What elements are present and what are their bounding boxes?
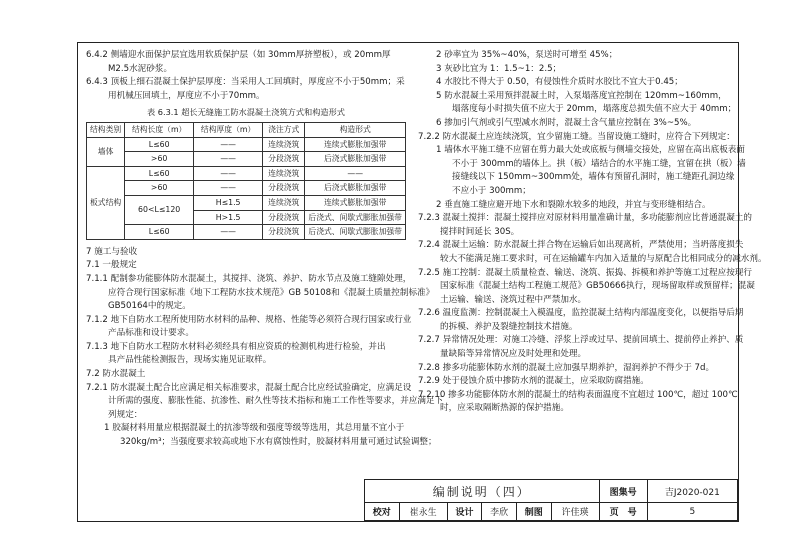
table-cell: 连续式膨胀加强带: [305, 195, 406, 210]
section-heading: 7 施工与验收: [86, 246, 138, 257]
text-line: 7.2.5 施工控制：混凝土质量检查、输送、浇筑、振捣、拆模和养护等施工过程应按现行: [418, 267, 752, 278]
table-cell: 连续浇筑: [263, 195, 305, 210]
list-item: 3 灰砂比宜为 1：1.5~1：2.5；: [436, 63, 562, 74]
section-heading: 7.2 防水混凝土: [86, 369, 146, 380]
text-line: 用机械压回填土，厚度应不小于70mm。: [108, 90, 265, 101]
table-header: 构造形式: [305, 122, 406, 137]
text-line: 具产品性能检测报告，现场实施见证取样。: [108, 355, 272, 366]
text-line: 7.1.1 配制参功能膨体防水混凝土，其搅拌、浇筑、养护、防水节点及施工缝隙处理，: [86, 273, 412, 284]
table-cell: 60<L≤120: [125, 195, 194, 224]
text-line: 320kg/m³；当强度要求较高或地下水有腐蚀性时，胶凝材料用量可通过试验调整；: [120, 437, 437, 448]
list-item: 1 胶凝材料用量应根据混凝土的抗渗等级和强度等级等选用，其总用量不宜小于: [104, 423, 405, 434]
text-line: 7.2.7 异常情况处理：对施工冷缝、浮浆上浮或过早、提前回填土、提前停止养护、质: [418, 335, 744, 346]
table-row: [87, 166, 406, 181]
text-line: 接缝线以下 150mm~300mm处，墙体有预留孔洞时，施工缝距孔洞边缘: [452, 172, 735, 183]
table-header: 结构长度（m）: [125, 122, 194, 137]
text-line: 7.2.10 掺多功能膨体防水剂的混凝土的结构表面温度不宜超过 100℃，超过 100℃: [418, 389, 738, 400]
text-line: 不应小于 300mm；: [452, 185, 531, 196]
drafter-name: 许佳瑛: [551, 503, 599, 521]
table-cell: ——: [305, 166, 406, 181]
pour-method-table: [86, 122, 406, 240]
atlas-number: 吉J2020-021: [647, 480, 737, 503]
table-cell: ——: [194, 225, 263, 240]
text-line: 7.2.6 温度监测：控制混凝土入模温度，监控混凝土结构内部温度变化，以便指导后期: [418, 308, 744, 319]
list-item: 6 掺加引气剂或引气型减水剂时，混凝土含气量应控制在 3%~5%。: [436, 117, 697, 128]
section-7: [86, 246, 444, 450]
text-line: 7.2.8 掺多功能膨体防水剂的混凝土应加强早期养护，湿润养护不得少于 7d。: [418, 362, 715, 373]
text-line: 6.4.3 顶板上细石混凝土保护层厚度：当采用人工回填时，厚度应不小于50mm；采: [86, 77, 405, 88]
text-line: 7.2.4 混凝土运输：防水混凝土拌合物在运输后如出现离析，严禁使用；当坍落度损失: [418, 240, 744, 251]
list-item: 2 垂直施工缝应避开地下水和裂隙水较多的地段，并宜与变形缝相结合。: [436, 199, 711, 210]
table-cell: ——: [194, 166, 263, 181]
text-line: GB50164中的规定。: [108, 301, 191, 312]
left-column: [86, 49, 444, 450]
text-line: 较大不能满足施工要求时，可在运输罐车内加入适量的与原配合比相同成分的减水剂。: [440, 253, 767, 264]
list-item: 4 水胶比不得大于 0.50，有侵蚀性介质时水胶比不宜大于0.45；: [436, 77, 683, 88]
table-cell: 后浇式、间歇式膨胀加强带: [305, 210, 406, 225]
list-item: 2 砂率宜为 35%~40%，泵送时可增至 45%；: [436, 50, 618, 60]
table-row: [87, 152, 406, 167]
table-cell: ——: [194, 137, 263, 152]
table-header: 结构厚度（m）: [194, 122, 263, 137]
text-line: 应符合现行国家标准《地下工程防水技术规范》GB 50108和《混凝土质量控制标准》: [108, 287, 435, 298]
text-line: 塌落度每小时损失值不应大于 20mm，塌落度总损失值不应大于 40mm；: [452, 104, 737, 115]
text-line: 量缺陷等异常情况应及时处理和处理。: [440, 349, 587, 360]
table-cell: 连续浇筑: [263, 166, 305, 181]
table-row: [87, 137, 406, 152]
drawing-title: 编制说明（四）: [365, 480, 600, 503]
table-cell: 分段浇筑: [263, 210, 305, 225]
text-line: 土运输、输送、浇筑过程中严禁加水。: [440, 294, 587, 305]
table-row: [87, 225, 406, 240]
designer-name: 李欣: [482, 503, 517, 521]
table-cell: >60: [125, 152, 194, 167]
table-cell: 板式结构: [87, 166, 125, 239]
table-cell: 墙体: [87, 137, 125, 166]
text-line: 7.2.3 混凝土搅拌：混凝土搅拌应对原材料用量准确计量，多功能膨剂应比普通混凝土的: [418, 213, 752, 224]
table-cell: 后浇式膨胀加强带: [305, 181, 406, 196]
table-row: [87, 181, 406, 196]
title-block: [364, 479, 738, 521]
table-cell: H>1.5: [194, 210, 263, 225]
table-cell: 连续式膨胀加强带: [305, 137, 406, 152]
draw-label: 制图: [516, 503, 551, 521]
section-6-4: [86, 49, 406, 103]
text-line: 时，应采取隔断热源的保护措施。: [440, 403, 569, 414]
table-cell: 后浇式、间歇式膨胀加强带: [305, 225, 406, 240]
text-line: M2.5水泥砂浆。: [108, 63, 173, 74]
list-item: 5 防水混凝土采用预拌混凝土时，入泵塌落度宜控制在 120mm~160mm，: [436, 90, 727, 101]
text-line: 的拆模、养护及裂缝控制技术措施。: [440, 321, 578, 332]
table-cell: L≤60: [125, 137, 194, 152]
table-cell: 分段浇筑: [263, 225, 305, 240]
text-line: 7.1.2 地下自防水工程所使用防水材料的品种、规格、性能等必须符合现行国家或行业: [86, 314, 412, 325]
table-cell: >60: [125, 181, 194, 196]
check-label: 校对: [365, 503, 400, 521]
table-cell: H≤1.5: [194, 195, 263, 210]
text-line: 7.1.3 地下自防水工程防水材料必须经具有相应资质的检测机构进行检验，并出: [86, 341, 386, 352]
table-cell: 分段浇筑: [263, 152, 305, 167]
text-line: 搅拌时间延长 30S。: [440, 226, 520, 237]
table-header: 浇注方式: [263, 122, 305, 137]
table-cell: 分段浇筑: [263, 181, 305, 196]
right-column: [418, 49, 767, 416]
design-label: 设计: [447, 503, 482, 521]
table-cell: 连续浇筑: [263, 137, 305, 152]
text-line: 6.4.2 侧墙迎水面保护层宜选用软质保护层（如 30mm厚挤塑板），或 20mm厚: [86, 50, 391, 60]
table-cell: L≤60: [125, 166, 194, 181]
text-line: 计所需的强度、膨胀性能、抗渗性、耐久性等技术指标和施工工作性等要求，并应满足下: [108, 396, 444, 407]
section-heading: 7.2.2 防水混凝土应连续浇筑，宜少留施工缝。当留设施工缝时，应符合下列规定：: [418, 131, 735, 142]
atlas-label: 图集号: [599, 480, 647, 503]
table-cell: ——: [194, 152, 263, 167]
text-line: 列规定：: [108, 409, 143, 420]
checker-name: 崔永生: [399, 503, 447, 521]
text-line: 国家标准《混凝土结构工程施工规范》GB50666执行，现场留取样或预留样；混凝: [440, 281, 755, 292]
table-header: 结构类别: [87, 122, 125, 137]
table-row: [87, 195, 406, 210]
table-cell: 后浇式膨胀加强带: [305, 152, 406, 167]
list-item: 1 墙体水平施工缝不应留在剪力最大处或底板与侧墙交接处，应留在高出底板表面: [436, 145, 745, 156]
drawing-sheet: [77, 42, 767, 522]
table-cell: ——: [194, 181, 263, 196]
text-line: 产品标准和设计要求。: [108, 328, 194, 339]
section-heading: 7.1 一般规定: [86, 260, 137, 271]
table-cell: L≤60: [125, 225, 194, 240]
text-line: 不小于 300mm的墙体上。拱（板）墙结合的水平施工缝，宜留在拱（板）墙: [452, 158, 746, 169]
page-label: 页 号: [599, 503, 647, 521]
text-line: 7.2.1 防水混凝土配合比应满足相关标准要求，混凝土配合比应经试验确定，应满足设: [86, 382, 412, 393]
page-number: 5: [647, 503, 737, 521]
table-caption: 表 6.3.1 超长无缝施工防水混凝土浇筑方式和构造形式: [147, 107, 345, 118]
text-line: 7.2.9 处于侵蚀介质中掺防水剂的混凝土，应采取防腐措施。: [418, 376, 649, 387]
table-header-row: [87, 122, 406, 137]
